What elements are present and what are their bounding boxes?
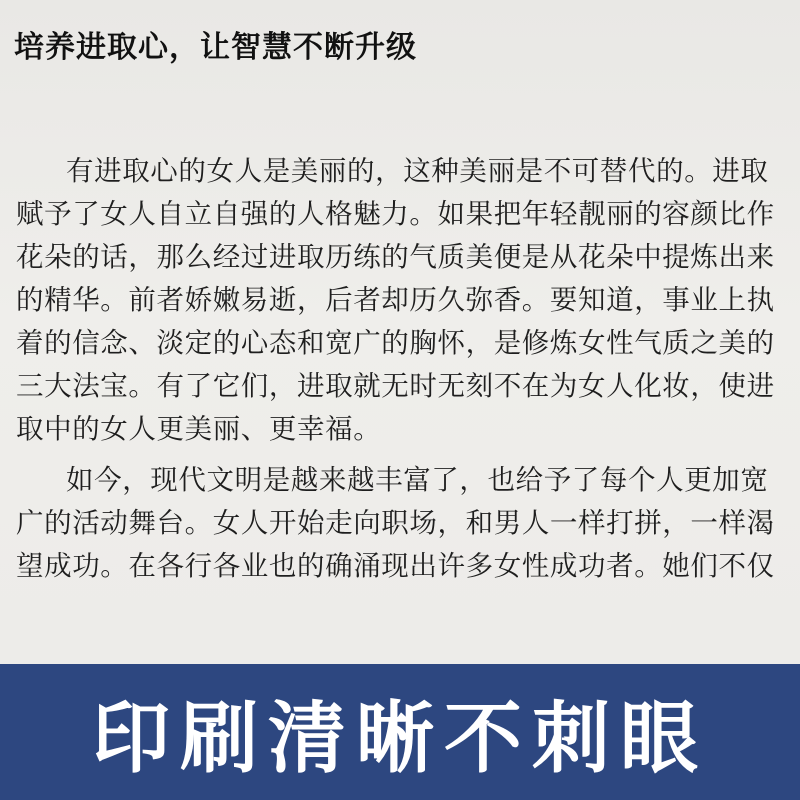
page-title: 培养进取心，让智慧不断升级: [14, 30, 417, 65]
text-line: 花朵的话，那么经过进取历练的气质美便是从花朵中提炼出来: [16, 241, 775, 273]
caption-banner: [0, 664, 800, 800]
text-line: 赋予了女人自立自强的人格魅力。如果把年轻靓丽的容颜比作: [16, 198, 775, 230]
text-line: 如今，现代文明是越来越丰富了，也给予了每个人更加宽: [66, 464, 769, 496]
bleed-through-text: [20, 0, 780, 140]
text-line: 有进取心的女人是美丽的，这种美丽是不可替代的。进取: [66, 155, 769, 187]
text-line: 的精华。前者娇嫩易逝，后者却历久弥香。要知道，事业上执: [16, 284, 775, 316]
text-line: 取中的女人更美丽、更幸福。: [16, 413, 382, 445]
paragraph-1: [16, 150, 786, 451]
body-text: [16, 150, 786, 588]
text-line: 三大法宝。有了它们，进取就无时无刻不在为女人化妆，使进: [16, 370, 775, 402]
text-line: 着的信念、淡定的心态和宽广的胸怀，是修炼女性气质之美的: [16, 327, 775, 359]
text-line: 望成功。在各行各业也的确涌现出许多女性成功者。她们不仅: [16, 550, 775, 582]
banner-text: 印刷清晰不刺眼: [91, 694, 708, 784]
paragraph-2: [16, 459, 786, 588]
text-line: 广的活动舞台。女人开始走向职场，和男人一样打拼，一样渴: [16, 507, 775, 539]
